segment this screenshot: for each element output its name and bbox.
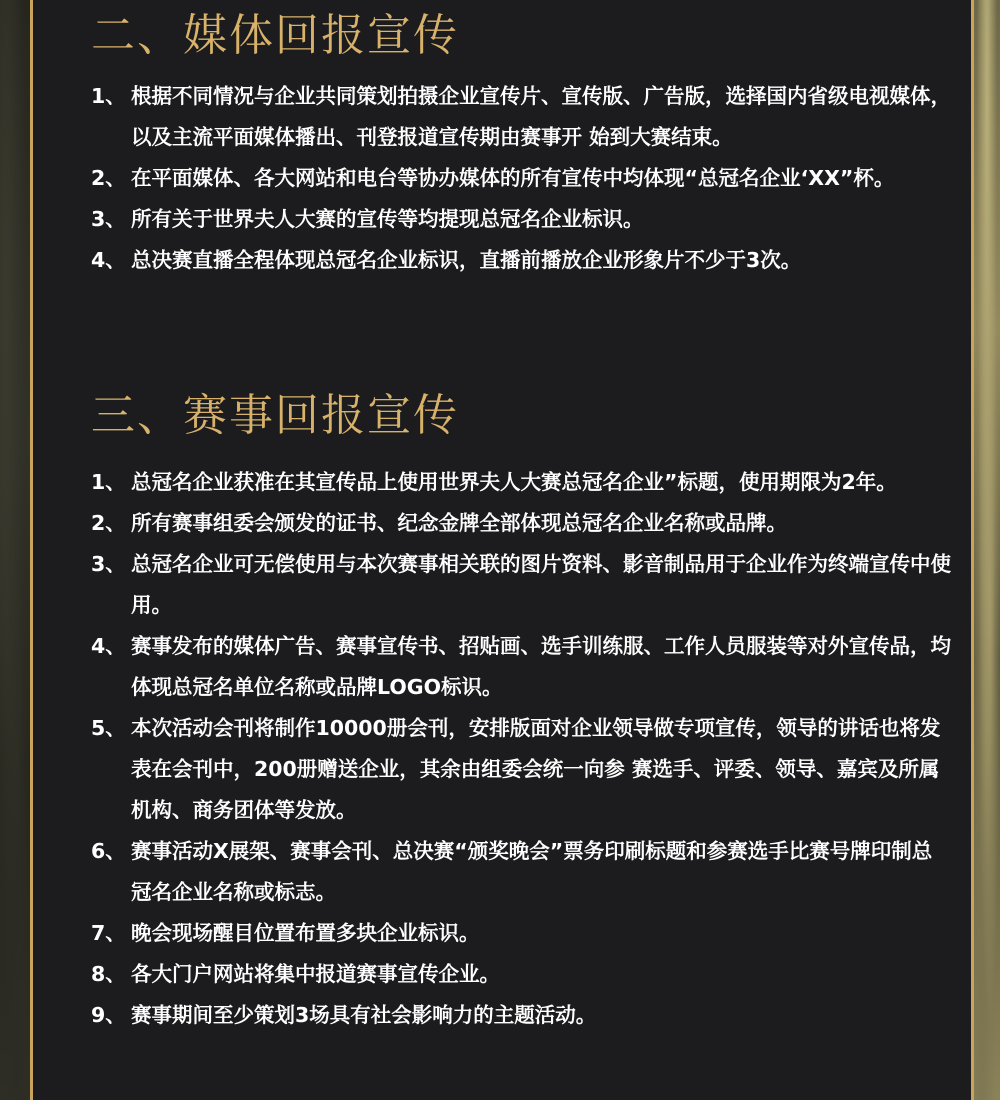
item-number: 3、 bbox=[91, 552, 126, 576]
list-item bbox=[91, 708, 951, 831]
item-text: 总冠名企业可无偿使用与本次赛事相关联的图片资料、影音制品用于企业作为终端宣传中使用。 bbox=[131, 552, 951, 617]
event-list bbox=[91, 462, 951, 1036]
item-text: 赛事期间至少策划3场具有社会影响力的主题活动。 bbox=[131, 1003, 597, 1027]
item-text: 总冠名企业获准在其宣传品上使用世界夫人大赛总冠名企业”标题，使用期限为2年。 bbox=[131, 470, 897, 494]
item-text: 在平面媒体、各大网站和电台等协办媒体的所有宣传中均体现“总冠名企业‘XX”杯。 bbox=[131, 166, 895, 190]
item-text: 各大门户网站将集中报道赛事宣传企业。 bbox=[131, 962, 500, 986]
list-item bbox=[91, 158, 951, 199]
section-title-event: 三、赛事回报宣传 bbox=[91, 390, 459, 441]
item-number: 9、 bbox=[91, 1003, 126, 1027]
item-text: 根据不同情况与企业共同策划拍摄企业宣传片、宣传版、广告版，选择国内省级电视媒体，以及主流平面媒体播出、刊登报道宣传期由赛事开 始到大赛结束。 bbox=[131, 84, 951, 149]
list-item bbox=[91, 995, 951, 1036]
item-number: 1、 bbox=[91, 84, 126, 108]
list-item bbox=[91, 544, 951, 626]
item-text: 所有赛事组委会颁发的证书、纪念金牌全部体现总冠名企业名称或品牌。 bbox=[131, 511, 787, 535]
list-item bbox=[91, 831, 951, 913]
section-title-media: 二、媒体回报宣传 bbox=[91, 10, 459, 61]
list-item bbox=[91, 199, 951, 240]
item-number: 5、 bbox=[91, 716, 126, 740]
item-number: 3、 bbox=[91, 207, 126, 231]
list-item bbox=[91, 503, 951, 544]
background-right bbox=[974, 0, 1000, 1100]
item-number: 1、 bbox=[91, 470, 126, 494]
list-item bbox=[91, 76, 951, 158]
list-item bbox=[91, 240, 951, 281]
item-text: 赛事活动X展架、赛事会刊、总决赛“颁奖晚会”票务印刷标题和参赛选手比赛号牌印制总冠名企业名称或标志。 bbox=[131, 839, 933, 904]
item-text: 总决赛直播全程体现总冠名企业标识，直播前播放企业形象片不少于3次。 bbox=[131, 248, 802, 272]
item-number: 4、 bbox=[91, 634, 126, 658]
list-item bbox=[91, 626, 951, 708]
item-number: 6、 bbox=[91, 839, 126, 863]
item-number: 8、 bbox=[91, 962, 126, 986]
list-item bbox=[91, 462, 951, 503]
item-number: 2、 bbox=[91, 511, 126, 535]
media-list bbox=[91, 76, 951, 281]
item-text: 晚会现场醒目位置布置多块企业标识。 bbox=[131, 921, 480, 945]
item-number: 4、 bbox=[91, 248, 126, 272]
item-text: 本次活动会刊将制作10000册会刊，安排版面对企业领导做专项宣传，领导的讲话也将发表在会刊中，200册赠送企业，其余由组委会统一向参 赛选手、评委、领导、嘉宾及所属机构、商务团体等发放。 bbox=[131, 716, 941, 822]
list-item bbox=[91, 913, 951, 954]
item-text: 所有关于世界夫人大赛的宣传等均提现总冠名企业标识。 bbox=[131, 207, 644, 231]
list-item bbox=[91, 954, 951, 995]
item-text: 赛事发布的媒体广告、赛事宣传书、招贴画、选手训练服、工作人员服装等对外宣传品，均体现总冠名单位名称或品牌LOGO标识。 bbox=[131, 634, 951, 699]
item-number: 7、 bbox=[91, 921, 126, 945]
item-number: 2、 bbox=[91, 166, 126, 190]
content-panel bbox=[30, 0, 974, 1100]
background-left bbox=[0, 0, 30, 1100]
